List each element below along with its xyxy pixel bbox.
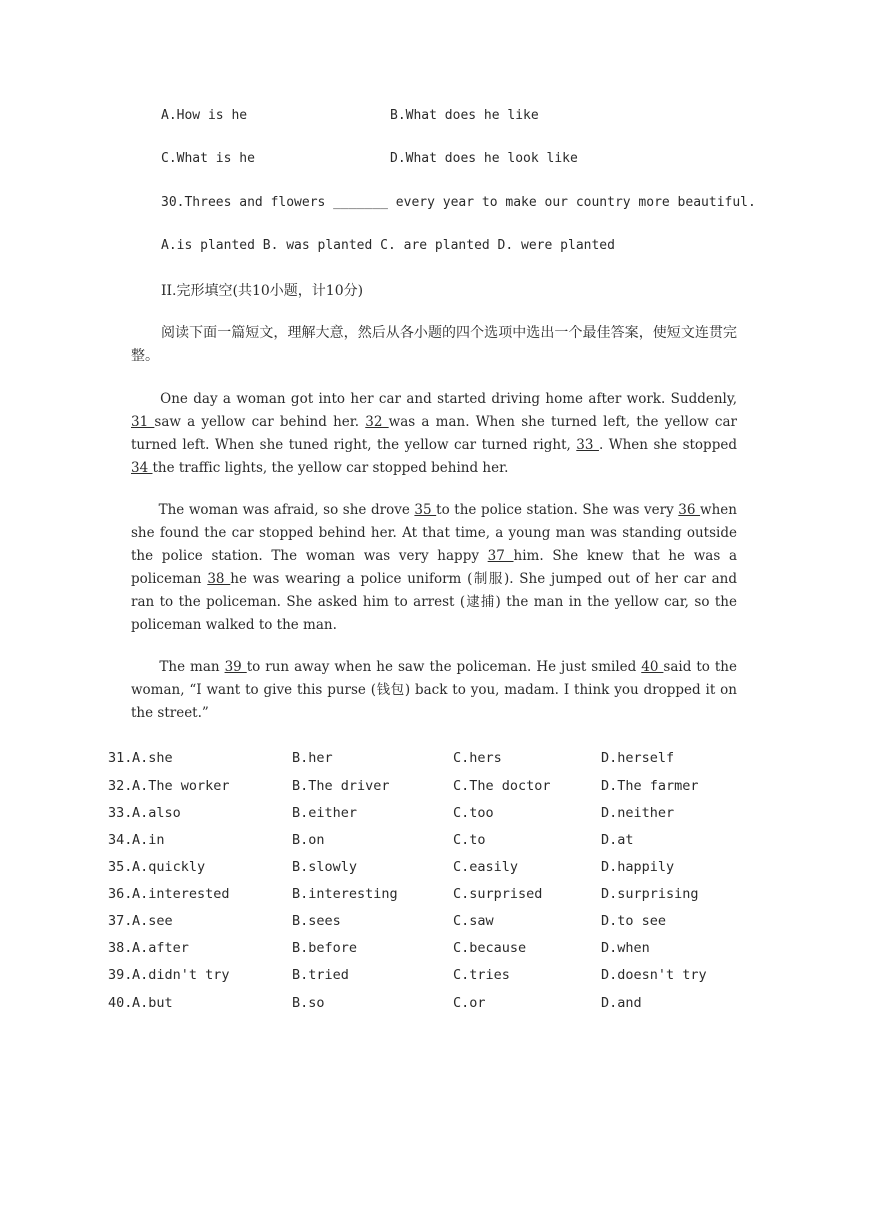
answer-option-b: B.her: [292, 750, 333, 766]
answer-option-a: A.also: [132, 805, 181, 821]
section-instruction: 阅读下面一篇短文，理解大意，然后从各小题的四个选项中选出一个最佳答案，使短文连贯完整。: [131, 325, 737, 364]
answer-option-c: C.easily: [453, 859, 519, 875]
answer-option-c: C.hers: [453, 750, 502, 766]
answer-option-d: D.and: [601, 995, 642, 1011]
answer-option-a: A.didn't try: [132, 967, 230, 983]
blank-40: 40: [641, 659, 664, 675]
answer-option-d: D.at: [601, 832, 634, 848]
blank-36: 36: [678, 502, 701, 518]
q30-options: A.is planted B. was planted C. are planted D. were planted: [161, 238, 615, 253]
answer-option-d: D.to see: [601, 913, 667, 929]
answer-number: 34.: [108, 832, 133, 848]
q30-stem: 30.Threes and flowers _______ every year to make our country more beautiful.: [161, 195, 756, 210]
answer-number: 36.: [108, 886, 133, 902]
answer-option-b: B.either: [292, 805, 358, 821]
answer-number: 37.: [108, 913, 133, 929]
blank-38: 38: [207, 571, 231, 587]
answer-option-c: C.too: [453, 805, 494, 821]
answer-option-d: D.happily: [601, 859, 675, 875]
answer-option-a: A.see: [132, 913, 173, 929]
answer-option-c: C.surprised: [453, 886, 543, 902]
answer-number: 38.: [108, 940, 133, 956]
answer-option-a: A.after: [132, 940, 189, 956]
blank-39: 39: [224, 659, 247, 675]
answer-option-d: D.The farmer: [601, 778, 699, 794]
answer-option-d: D.surprising: [601, 886, 699, 902]
answer-option-d: D.doesn't try: [601, 967, 707, 983]
answer-option-a: A.interested: [132, 886, 230, 902]
answer-option-c: C.tries: [453, 967, 510, 983]
answer-option-a: A.but: [132, 995, 173, 1011]
answer-number: 40.: [108, 995, 133, 1011]
answer-option-c: C.to: [453, 832, 486, 848]
q29-option-b: B.What does he like: [390, 108, 539, 123]
blank-32: 32: [365, 414, 389, 430]
answer-option-b: B.tried: [292, 967, 349, 983]
answer-option-d: D.when: [601, 940, 650, 956]
blank-35: 35: [414, 502, 437, 518]
answer-option-c: C.saw: [453, 913, 494, 929]
answer-option-a: A.she: [132, 750, 173, 766]
answer-number: 39.: [108, 967, 133, 983]
answer-option-c: C.or: [453, 995, 486, 1011]
answer-option-c: C.because: [453, 940, 527, 956]
passage-paragraph-3: The man 39 to run away when he saw the policeman. He just smiled 40 said to the woman, “I want to give this purse (钱包) back to you, madam. I think you dropped it on the street.”: [131, 659, 737, 721]
answer-option-b: B.so: [292, 995, 325, 1011]
blank-31: 31: [131, 414, 155, 430]
answer-option-b: B.interesting: [292, 886, 398, 902]
answer-option-d: D.herself: [601, 750, 675, 766]
passage-paragraph-1: One day a woman got into her car and started driving home after work. Suddenly, 31 saw a yellow car behind her. 32 was a man. When she turned left, the yellow car turned left. When she tuned right, the yellow car turned right, 33 . When she stopped 34 the traffic lights, the yellow car stopped behind her.: [131, 391, 737, 476]
answer-option-c: C.The doctor: [453, 778, 551, 794]
answer-option-a: A.quickly: [132, 859, 206, 875]
answer-number: 31.: [108, 750, 133, 766]
answer-option-b: B.slowly: [292, 859, 358, 875]
answer-option-b: B.sees: [292, 913, 341, 929]
answer-option-a: A.in: [132, 832, 165, 848]
blank-34: 34: [131, 460, 153, 476]
passage-paragraph-2: The woman was afraid, so she drove 35 to the police station. She was very 36 when she found the car stopped behind her. At that time, a young man was standing outside the police station. The woman was very happy 37 him. She knew that he was a policeman 38 he was wearing a police uniform (制服). She jumped out of her car and ran to the policeman. She asked him to arrest (逮捕) the man in the yellow car, so the policeman walked to the man.: [131, 502, 737, 633]
blank-37: 37: [487, 548, 514, 564]
answer-option-a: A.The worker: [132, 778, 230, 794]
answer-option-b: B.The driver: [292, 778, 390, 794]
section-title: II.完形填空(共10小题，计10分): [161, 283, 364, 299]
answer-number: 33.: [108, 805, 133, 821]
blank-33: 33: [576, 437, 599, 453]
answer-number: 32.: [108, 778, 133, 794]
answer-number: 35.: [108, 859, 133, 875]
q29-option-d: D.What does he look like: [390, 151, 578, 166]
q29-option-c: C.What is he: [161, 151, 255, 166]
answer-option-d: D.neither: [601, 805, 675, 821]
q29-option-a: A.How is he: [161, 108, 248, 123]
answer-option-b: B.on: [292, 832, 325, 848]
answer-option-b: B.before: [292, 940, 358, 956]
